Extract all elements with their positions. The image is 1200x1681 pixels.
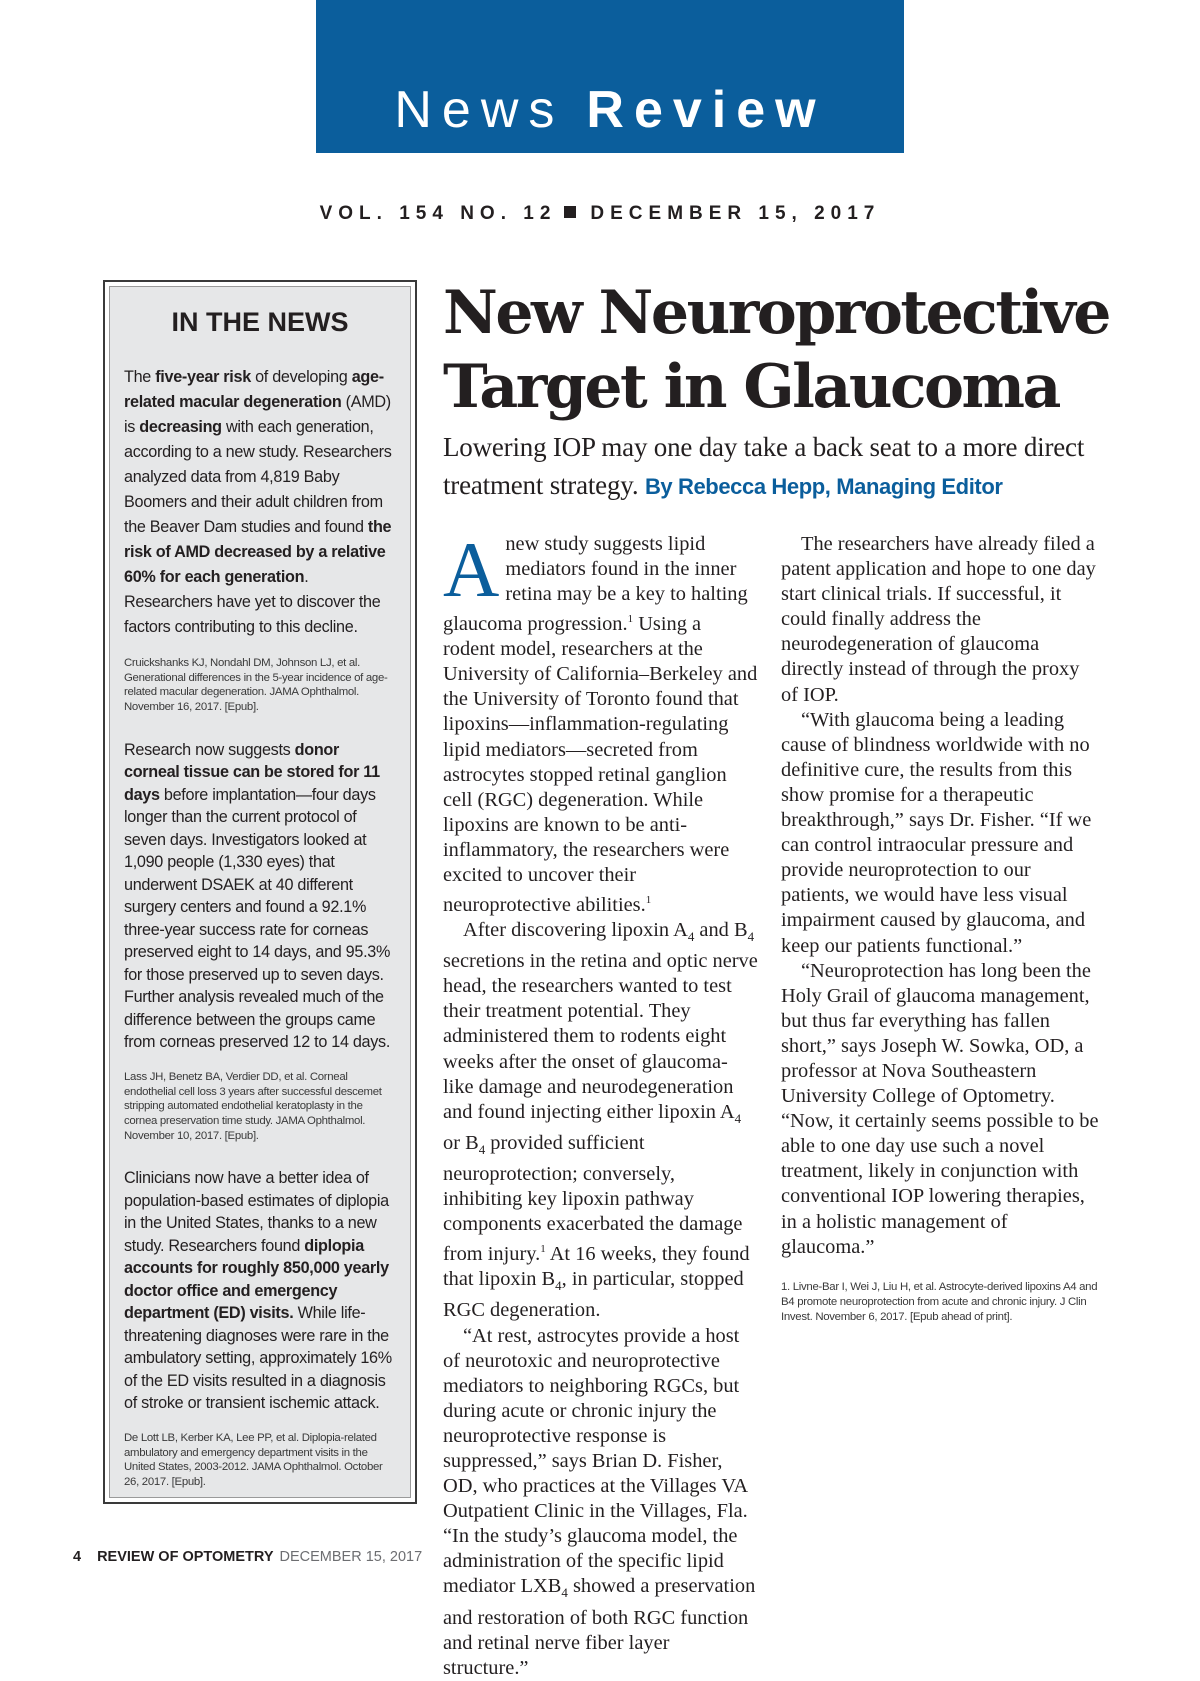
- article-paragraph: [443, 918, 758, 1324]
- article-column-1: [443, 526, 758, 1679]
- news-item-diplopia: [124, 1167, 396, 1415]
- issue-date: DECEMBER 15, 2017: [590, 203, 881, 224]
- issue-volume: VOL. 154 NO. 12: [319, 203, 557, 224]
- paragraph-text: or B: [443, 1131, 479, 1154]
- news-highlight: age-related macular degeneration: [124, 368, 384, 411]
- paragraph-text: , in particular, stopped RGC degeneration.: [443, 1268, 744, 1322]
- news-text: (AMD) is: [124, 393, 391, 436]
- headline-line: Target in Glaucoma: [443, 352, 1059, 422]
- news-text: While life-threatening diagnoses were rare in the ambulatory setting, approximately 16% of the ED visits resulted in a diagnosis of stroke or transient ischemic attack.: [124, 1304, 392, 1413]
- page-number: 4: [73, 1549, 82, 1565]
- news-text: with each generation, according to a new study. Researchers analyzed data from 4,819 Baby Boomers and their adult children from the Beaver Dam studies and found: [124, 418, 392, 536]
- article-deck: [443, 428, 1183, 506]
- news-reference: De Lott LB, Kerber KA, Lee PP, et al. Diplopia-related ambulatory and emergency department visits in the United States, 2003-2012. JAMA Ophthalmol. October 26, 2017. [Epub].: [124, 1431, 383, 1488]
- subscript: 4: [555, 1278, 562, 1294]
- article-paragraph: [443, 526, 758, 918]
- article-footnote: 1. Livne-Bar I, Wei J, Liu H, et al. Astrocyte-derived lipoxins A4 and B4 promote neuroprotection from acute and chronic injury. J Clin Invest. November 6, 2017. [Epub ahead of print].: [781, 1280, 1098, 1323]
- article-paragraph: [443, 1324, 758, 1681]
- paragraph-text: “At rest, astrocytes provide a host of neurotoxic and neuroprotective mediators to neighboring RGCs, but during acute or chronic injury the neuroprotective response is suppressed,” says Brian D. Fisher, OD, who practices at the Villages VA Outpatient Clinic in the Villages, Fla. “In the study’s glaucoma model, the administration of the specific lipid mediator LXB: [443, 1324, 748, 1598]
- news-highlight: decreasing: [139, 418, 222, 436]
- news-text: of developing: [250, 368, 352, 386]
- news-reference: Cruickshanks KJ, Nondahl DM, Johnson LJ, et al. Generational differences in the 5-year incidence of age-related macular degeneration. JAMA Ophthalmol. November 16, 2017. [Epub].: [124, 657, 388, 714]
- footnote-marker: 1: [627, 613, 634, 626]
- subscript: 4: [687, 929, 695, 945]
- page-footer: [73, 1549, 422, 1565]
- subscript: 4: [561, 1585, 568, 1601]
- section-title-review: Review: [586, 81, 826, 139]
- section-banner: [316, 0, 904, 153]
- footnote-marker: 1: [645, 894, 652, 907]
- paragraph-text: provided sufficient neuroprotection; conversely, inhibiting key lipoxin pathway components exacerbated the damage from injury.: [443, 1131, 743, 1266]
- article-headline: [443, 276, 1163, 424]
- byline: By Rebecca Hepp, Managing Editor: [644, 474, 1003, 499]
- news-highlight: donor corneal tissue can be stored for 11 days: [124, 740, 380, 804]
- news-item-cornea: [124, 739, 396, 1054]
- article-paragraph: [781, 708, 1101, 959]
- section-title: [316, 80, 904, 140]
- news-highlight: diplopia accounts for roughly 850,000 yearly doctor office and emergency department (ED) visits.: [124, 1236, 389, 1323]
- news-text: . Researchers have yet to discover the factors contributing to this decline.: [124, 568, 381, 636]
- issue-info: [0, 203, 1200, 225]
- paragraph-text: and B: [694, 919, 748, 941]
- sidebar-title: IN THE NEWS: [171, 307, 349, 337]
- news-item-amd: [124, 365, 396, 640]
- news-highlight: five-year risk: [155, 368, 251, 386]
- square-bullet-icon: [564, 206, 576, 218]
- footnote-marker: 1: [540, 1243, 546, 1256]
- news-highlight: the risk of AMD decreased by a relative 60% for each generation: [124, 518, 392, 586]
- news-text: Clinicians now have a better idea of population-based estimates of diplopia in the United States, thanks to a new study. Researchers found: [124, 1169, 389, 1255]
- paragraph-text: “With glaucoma being a leading cause of blindness worldwide with no definitive cure, the results from this show promise for a therapeutic breakthrough,” says Dr. Fisher. “If we can control intraocular pressure and provide neuroprotection to our patients, we would have less visual impairment caused by glaucoma, and keep our patients functional.”: [781, 708, 1092, 957]
- drop-cap: A: [443, 526, 500, 613]
- paragraph-text: At 16 weeks, they found that lipoxin B: [443, 1243, 750, 1291]
- news-text: before implantation—four days longer than the current protocol of seven days. Investigators looked at 1,090 people (1,330 eyes) that underwent DSAEK at 40 different surgery centers and found a 92.1% three-year success rate for corneas preserved eight to 14 days, and 95.3% for those preserved up to seven days. Further analysis revealed much of the difference between the groups came from corneas preserved 12 to 14 days.: [124, 785, 391, 1052]
- publication-name: REVIEW OF OPTOMETRY: [97, 1549, 274, 1565]
- news-text: The: [124, 368, 156, 386]
- news-text: Research now suggests: [124, 740, 295, 759]
- section-title-news: News: [394, 81, 565, 139]
- paragraph-text: “Neuroprotection has long been the Holy Grail of glaucoma management, but thus far everything has fallen short,” says Joseph W. Sowka, OD, a professor at Nova Southeastern University College of Optometry. “Now, it certainly seems possible to be able to one day use such a novel treatment, likely in conjunction with conventional IOP lowering therapies, in a holistic management of glaucoma.”: [781, 959, 1099, 1258]
- sidebar-panel: [109, 286, 411, 1498]
- subscript: 4: [747, 929, 755, 945]
- paragraph-text: secretions in the retina and optic nerve head, the researchers wanted to test their treatment potential. They administered them to rodents eight weeks after the onset of glaucoma-like damage and neurodegeneration and found injecting either lipoxin A: [443, 950, 758, 1123]
- article-paragraph: [781, 532, 1101, 708]
- publication-date: DECEMBER 15, 2017: [279, 1549, 423, 1565]
- news-reference: Lass JH, Benetz BA, Verdier DD, et al. Corneal endothelial cell loss 3 years after successful descemet stripping automated endothelial keratoplasty in the cornea preservation time study. JAMA Ophthalmol. November 10, 2017. [Epub].: [124, 1070, 382, 1142]
- paragraph-text: The researchers have already filed a patent application and hope to one day start clinical trials. If successful, it could finally address the neurodegeneration of glaucoma directly instead of through the proxy of IOP.: [781, 533, 1096, 706]
- deck-text: Lowering IOP may one day take a back seat to a more direct treatment strategy.: [443, 432, 1085, 500]
- article-column-2: [781, 532, 1101, 1325]
- paragraph-text: showed a preservation and restoration of both RGC function and retinal nerve fiber layer structure.”: [443, 1575, 756, 1679]
- article-paragraph: [781, 959, 1101, 1260]
- paragraph-text: Using a rodent model, researchers at the University of California–Berkeley and the University of Toronto found that lipoxins—inflammation-regulating lipid mediators—secreted from astrocytes stopped retinal ganglion cell (RGC) degeneration. While lipoxins are known to be anti-inflammatory, the researchers were excited to uncover their neuroprotective abilities.: [443, 613, 758, 916]
- paragraph-text: After discovering lipoxin A: [463, 919, 688, 941]
- in-the-news-sidebar: [103, 280, 417, 1504]
- paragraph-text: new study suggests lipid mediators found in the inner retina may be a key to halting glaucoma progression.: [443, 533, 748, 636]
- subscript: 4: [478, 1141, 486, 1157]
- headline-line: New Neuroprotective: [443, 278, 1109, 348]
- subscript: 4: [734, 1110, 742, 1126]
